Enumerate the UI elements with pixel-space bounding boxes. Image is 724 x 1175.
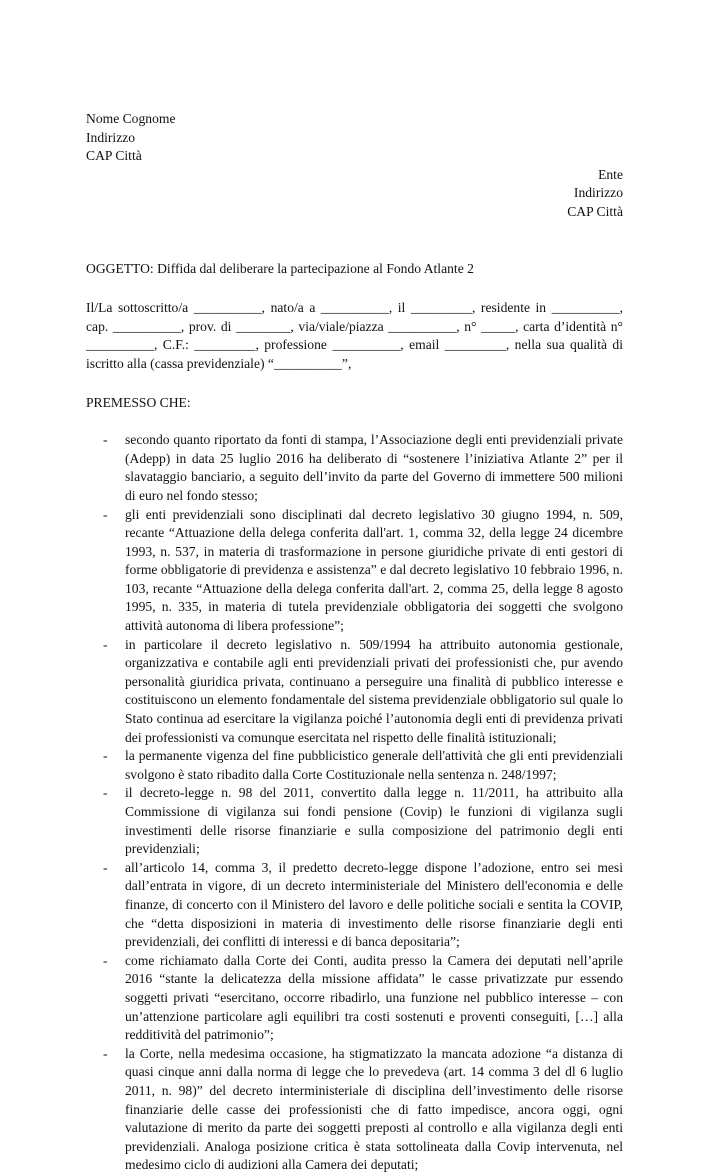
recipient-block: [86, 166, 623, 222]
recipient-address: Indirizzo: [573, 185, 623, 201]
sender-name: Nome Cognome: [86, 111, 176, 126]
list-dash: -: [103, 636, 108, 652]
list-dash: -: [103, 785, 108, 801]
list-item-text: all’articolo 14, comma 3, il predetto decreto-legge dispone l’adozione, entro sei mesi dall’entrata in vigore, di un decreto interministeriale del Ministero dell'economia e delle finanze, di concerto con il Ministero del lavoro e delle politiche sociali e sentita la COVIP, che “detta disposizioni in materia di investimento delle risorse finanziarie degli enti previdenziali, dei conflitti di interessi e di banca depositaria”;: [125, 859, 623, 950]
premises-list: [86, 431, 623, 1175]
list-item: [86, 431, 623, 505]
list-dash: -: [103, 952, 108, 968]
list-item-text: come richiamato dalla Corte dei Conti, audita presso la Camera dei deputati nell’aprile 2016 “stante la delicatezza della missione affidata” le casse privatizzate pur essendo soggetti privati “esercitano, occorre ribadirlo, una funzione nel pubblico interesse – con un’attenzione particolare agli equilibri tra costi sostenuti e proventi conseguiti, […] alla redditività del patrimonio”;: [125, 952, 623, 1043]
list-dash: -: [103, 506, 108, 522]
premesso-heading: PREMESSO CHE:: [86, 394, 191, 410]
list-item: [86, 784, 623, 858]
sender-address: Indirizzo: [86, 129, 136, 145]
list-item: [86, 859, 623, 952]
list-item-text: la Corte, nella medesima occasione, ha stigmatizzato la mancata adozione “a distanza di quasi cinque anni dalla norma di legge che lo prevedeva (art. 14 comma 3 del dl 6 luglio 2011, n. 98)” del decreto interministeriale di disciplina dell’investimento delle risorse finanziarie delle casse dei professionisti che di fatto impedisce, ancora oggi, ogni valutazione di merito da parte dei soggetti preposti al controllo e alla vigilanza degli enti previdenziali. Analoga posizione critica è stata sottolineata dalla Covip intervenuta, nel medesimo ciclo di audizioni alla Camera dei deputati;: [125, 1045, 623, 1173]
subject-line: OGGETTO: Diffida dal deliberare la partecipazione al Fondo Atlante 2: [86, 260, 474, 276]
list-item-text: la permanente vigenza del fine pubblicistico generale dell'attività che gli enti previdenziali svolgono è stato ribadito dalla Corte Costituzionale nella sentenza n. 248/1997;: [125, 748, 623, 782]
list-dash: -: [103, 1045, 108, 1061]
list-dash: -: [103, 859, 108, 875]
recipient-name: Ente: [598, 166, 623, 182]
recipient-city: CAP Città: [567, 203, 623, 219]
list-item-text: il decreto-legge n. 98 del 2011, convertito dalla legge n. 11/2011, ha attribuito alla Commissione di vigilanza sui fondi pensione (Covip) le funzioni di vigilanza sugli investimenti delle risorse finanziarie e sulla composizione del patrimonio degli enti previdenziali;: [125, 785, 623, 857]
sender-block: [86, 110, 623, 166]
list-item-text: secondo quanto riportato da fonti di stampa, l’Associazione degli enti previdenziali private (Adepp) in data 25 luglio 2016 ha deliberato di “sostenere l’iniziativa Atlante 2” per il slavataggio banciario, a seguito dell’invito da parte del Governo di immettere 500 milioni di euro nel fondo stesso;: [125, 432, 623, 503]
list-item-text: gli enti previdenziali sono disciplinati dal decreto legislativo 30 giugno 1994, n. 509, recante “Attuazione della delega conferita dall'art. 1, comma 32, della legge 24 dicembre 1993, n. 537, in materia di trasformazione in persone giuridiche private di enti gestori di forme obbligatorie di previdenza e assistenza” e dal decreto legislativo 10 febbraio 1996, n. 103, recante “Attuazione della delega conferita dall'art. 2, comma 25, della legge 8 agosto 1995, n. 335, in materia di tutela previdenziale obbligatoria dei soggetti che svolgono attività autonoma di libera professione”;: [125, 506, 623, 634]
list-item-text: in particolare il decreto legislativo n. 509/1994 ha attribuito autonomia gestionale, organizzativa e contabile agli enti previdenziali privati dei professionisti che, pur avendo personalità giuridica privata, continuano a perseguire una finalità di pubblico interesse e costituiscono un elemento fondamentale del sistema previdenziale obbligatorio sul quale lo Stato continua ad esercitare la vigilanza poiché l’autonomia degli enti di previdenza privati dei professionisti va comunque esercitata nel rispetto delle finalità istituzionali;: [125, 636, 623, 745]
list-item: [86, 506, 623, 636]
list-dash: -: [103, 432, 108, 448]
list-item: [86, 952, 623, 1045]
intro-paragraph: Il/La sottoscritto/a __________, nato/a a __________, il _________, residente in __________, cap. __________, prov. di ________, via/viale/piazza __________, n° _____, carta d’identità n° __________, C.F.: _________, professione __________, email _________, nella sua qualità di iscritto alla (cassa previdenziale) “__________”,: [86, 300, 623, 371]
list-item: [86, 1045, 623, 1175]
list-dash: -: [103, 748, 108, 764]
list-item: [86, 747, 623, 784]
list-item: [86, 636, 623, 748]
sender-city: CAP Città: [86, 148, 142, 164]
